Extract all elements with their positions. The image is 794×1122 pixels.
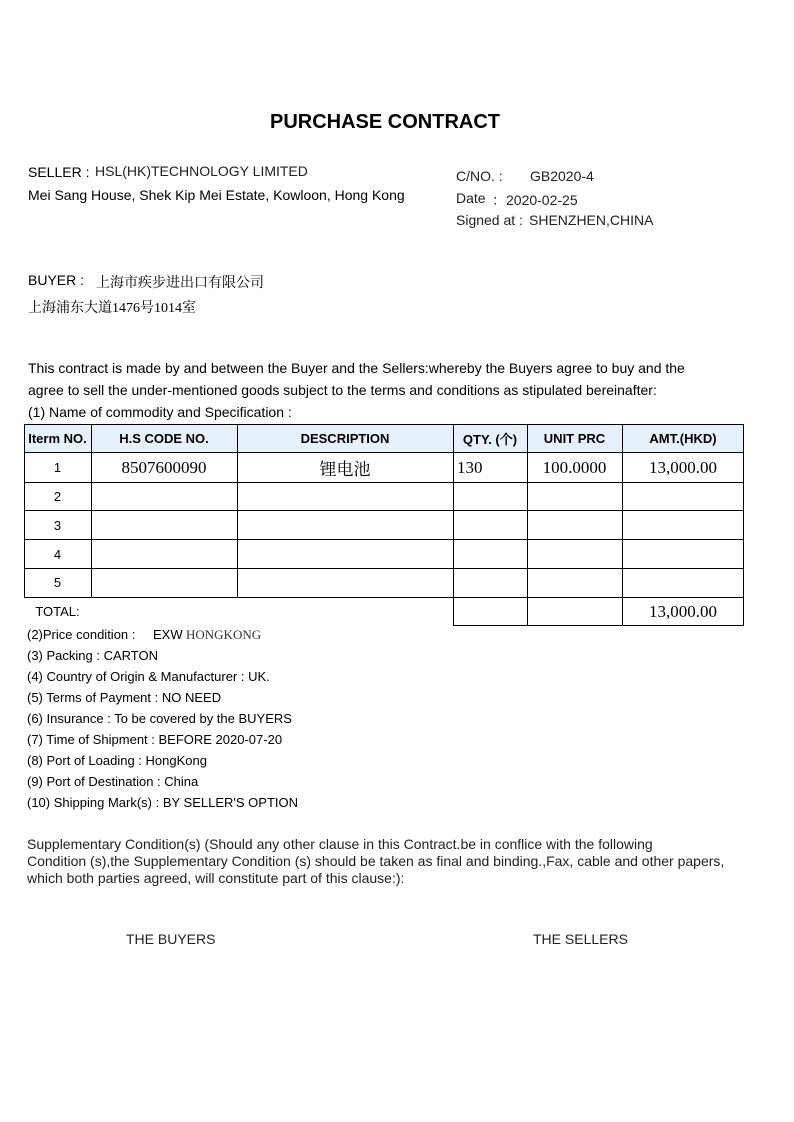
seller-label: SELLER : xyxy=(28,164,90,180)
header-amount: AMT.(HKD) xyxy=(649,431,717,446)
buyers-signature-label: THE BUYERS xyxy=(126,931,216,947)
intro-line-2: agree to sell the under-mentioned goods subject to the terms and conditions as stipulated bereinafter: xyxy=(28,382,657,398)
price-condition-value: EXW xyxy=(153,627,183,642)
sellers-signature-label: THE SELLERS xyxy=(533,931,628,947)
contract-no-value: GB2020-4 xyxy=(530,168,594,184)
port-of-destination: (9) Port of Destination : China xyxy=(27,774,199,789)
total-amount: 13,000.00 xyxy=(649,601,717,621)
date-value: ：2020-02-25 xyxy=(492,192,578,208)
header-item-no: Iterm NO. xyxy=(28,431,87,446)
insurance: (6) Insurance : To be covered by the BUYERS xyxy=(27,711,292,726)
terms-of-payment: (5) Terms of Payment : NO NEED xyxy=(27,690,222,705)
supplementary-line-3: which both parties agreed, will constitute part of this clause:): xyxy=(27,870,405,886)
row-1-description: 锂电池 xyxy=(319,460,371,479)
country-of-origin: (4) Country of Origin & Manufacturer : UK. xyxy=(27,669,270,684)
intro-line-3: (1) Name of commodity and Specification : xyxy=(28,404,292,420)
intro-line-1: This contract is made by and between the Buyer and the Sellers:whereby the Buyers agree to buy and the xyxy=(28,360,685,376)
row-1-unit-price: 100.0000 xyxy=(542,457,607,477)
row-1-hs-code: 8507600090 xyxy=(121,457,207,477)
seller-name: HSL(HK)TECHNOLOGY LIMITED xyxy=(95,163,308,179)
total-label: TOTAL: xyxy=(35,604,80,619)
supplementary-line-2: Condition (s),the Supplementary Condition (s) should be taken as final and binding.,Fax, cable and other papers, xyxy=(27,853,725,869)
row-1-amount: 13,000.00 xyxy=(649,457,717,477)
row-2-item-no: 2 xyxy=(53,489,62,504)
row-1-item-no: 1 xyxy=(53,460,62,475)
grid-line xyxy=(24,482,744,483)
row-1-qty: 130 xyxy=(457,457,483,477)
header-hs-code: H.S CODE NO. xyxy=(119,431,209,446)
contract-no-label: C/NO. : xyxy=(456,168,503,184)
packing: (3) Packing : CARTON xyxy=(27,648,159,663)
price-condition-label: (2)Price condition : xyxy=(27,627,136,642)
seller-address: Mei Sang House, Shek Kip Mei Estate, Kowloon, Hong Kong xyxy=(28,187,405,203)
grid-line xyxy=(24,568,744,569)
row-5-item-no: 5 xyxy=(53,575,62,590)
buyer-label: BUYER : xyxy=(28,272,85,288)
document-title: PURCHASE CONTRACT xyxy=(270,111,500,133)
date-label: Date xyxy=(456,190,486,206)
port-of-loading: (8) Port of Loading : HongKong xyxy=(27,753,207,768)
grid-line xyxy=(24,510,744,511)
shipping-mark: (10) Shipping Mark(s) : BY SELLER'S OPTION xyxy=(27,795,299,810)
supplementary-line-1: Supplementary Condition(s) (Should any other clause in this Contract.be in conflice with the following xyxy=(27,836,653,852)
header-unit-price: UNIT PRC xyxy=(543,431,606,446)
buyer-name: 上海市疾步进出口有限公司 xyxy=(96,274,264,290)
grid-line xyxy=(24,539,744,540)
signed-at-value: SHENZHEN,CHINA xyxy=(529,212,654,228)
time-of-shipment: (7) Time of Shipment : BEFORE 2020-07-20 xyxy=(27,732,283,747)
header-description: DESCRIPTION xyxy=(300,431,390,446)
price-condition-location: HONGKONG xyxy=(186,627,262,642)
row-3-item-no: 3 xyxy=(53,518,62,533)
row-4-item-no: 4 xyxy=(53,547,62,562)
header-qty: QTY. (个) xyxy=(462,432,518,447)
signed-at-label: Signed at : xyxy=(456,212,523,228)
buyer-address: 上海浦东大道1476号1014室 xyxy=(28,301,196,316)
